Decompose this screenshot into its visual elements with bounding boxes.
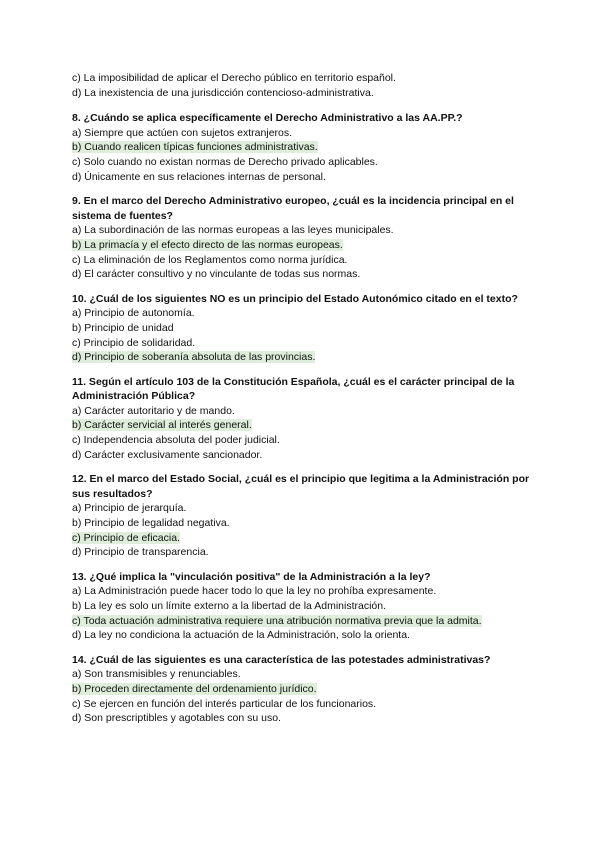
option-line	[72, 628, 532, 643]
question-title: 11. Según el artículo 103 de la Constitución Española, ¿cuál es el carácter principal de la Administración Pública?	[72, 375, 515, 403]
correct-option-text: b) Cuando realicen típicas funciones administrativas.	[72, 141, 318, 154]
option-text: d) Principio de transparencia.	[72, 546, 209, 559]
option-text: a) Principio de jerarquía.	[72, 502, 187, 515]
option-text: c) Se ejercen en función del interés particular de los funcionarios.	[72, 697, 377, 710]
option-line	[72, 682, 532, 697]
question-title: 10. ¿Cuál de los siguientes NO es un principio del Estado Autonómico citado en el texto?	[72, 292, 518, 305]
option-line	[72, 238, 532, 253]
option-line	[72, 267, 532, 282]
option-line	[72, 155, 532, 170]
option-line	[72, 86, 532, 101]
options-list	[72, 501, 532, 559]
option-line	[72, 336, 532, 351]
question-block	[72, 194, 532, 282]
options-list	[72, 404, 532, 462]
option-line	[72, 697, 532, 712]
question-title: 13. ¿Qué implica la "vinculación positiva" de la Administración a la ley?	[72, 570, 431, 583]
option-line	[72, 667, 532, 682]
option-text: c) Solo cuando no existan normas de Derecho privado aplicables.	[72, 155, 378, 168]
correct-option-text: c) Principio de eficacia.	[72, 531, 180, 544]
option-line	[72, 433, 532, 448]
option-text: a) La Administración puede hacer todo lo que la ley no prohíba expresamente.	[72, 585, 437, 598]
question-block	[72, 570, 532, 643]
options-list	[72, 667, 532, 725]
option-text: c) Independencia absoluta del poder judicial.	[72, 434, 280, 447]
option-line	[72, 418, 532, 433]
option-text: a) La subordinación de las normas europeas a las leyes municipales.	[72, 224, 394, 237]
option-text: d) Son prescriptibles y agotables con su uso.	[72, 712, 281, 725]
question-block	[72, 653, 532, 726]
option-text: a) Son transmisibles y renunciables.	[72, 668, 241, 681]
option-text: c) Principio de solidaridad.	[72, 336, 196, 349]
option-text: b) Principio de legalidad negativa.	[72, 517, 230, 530]
option-line	[72, 711, 532, 726]
option-text: d) La inexistencia de una jurisdicción contencioso-administrativa.	[72, 86, 374, 99]
option-line	[72, 448, 532, 463]
option-line	[72, 253, 532, 268]
correct-option-text: d) Principio de soberanía absoluta de las provincias.	[72, 351, 316, 364]
option-line	[72, 545, 532, 560]
option-text: d) Carácter exclusivamente sancionador.	[72, 448, 263, 461]
option-line	[72, 71, 532, 86]
option-text: c) La eliminación de los Reglamentos como norma jurídica.	[72, 253, 348, 266]
option-line	[72, 140, 532, 155]
option-text: a) Siempre que actúen con sujetos extranjeros.	[72, 126, 293, 139]
option-line	[72, 584, 532, 599]
correct-option-text: b) La primacía y el efecto directo de las normas europeas.	[72, 238, 343, 251]
option-text: b) La ley es solo un límite externo a la libertad de la Administración.	[72, 600, 387, 612]
option-line	[72, 306, 532, 321]
options-list	[72, 126, 532, 184]
option-line	[72, 170, 532, 185]
option-line	[72, 350, 532, 365]
option-line	[72, 321, 532, 336]
options-list	[72, 223, 532, 281]
option-text: a) Carácter autoritario y de mando.	[72, 404, 235, 417]
question-block	[72, 111, 532, 184]
document-page	[72, 71, 532, 726]
option-text: d) Únicamente en sus relaciones internas de personal.	[72, 170, 326, 183]
option-line	[72, 223, 532, 238]
option-text: a) Principio de autonomía.	[72, 307, 195, 320]
question-block	[72, 375, 532, 463]
option-text: c) La imposibilidad de aplicar el Derecho público en territorio español.	[72, 72, 396, 84]
question-block	[72, 472, 532, 560]
options-list	[72, 584, 532, 642]
option-text: b) Principio de unidad	[72, 321, 174, 334]
question-title: 9. En el marco del Derecho Administrativo europeo, ¿cuál es la incidencia principal en el sistema de fuentes?	[72, 195, 514, 222]
option-text: d) La ley no condiciona la actuación de la Administración, solo la orienta.	[72, 629, 410, 642]
option-line	[72, 599, 532, 614]
question-title: 12. En el marco del Estado Social, ¿cuál es el principio que legitima a la Administración por sus resultados?	[72, 473, 530, 500]
option-line	[72, 531, 532, 546]
question-title: 14. ¿Cuál de las siguientes es una característica de las potestades administrativas?	[72, 653, 491, 666]
options-list	[72, 306, 532, 364]
option-line	[72, 516, 532, 531]
option-line	[72, 404, 532, 419]
continued-options	[72, 71, 532, 100]
option-line	[72, 126, 532, 141]
correct-option-text: b) Proceden directamente del ordenamiento jurídico.	[72, 682, 317, 695]
option-text: d) El carácter consultivo y no vinculante de todas sus normas.	[72, 268, 361, 281]
question-block	[72, 292, 532, 365]
correct-option-text: c) Toda actuación administrativa requiere una atribución normativa previa que la admita.	[72, 614, 482, 627]
correct-option-text: b) Carácter servicial al interés general.	[72, 419, 252, 432]
option-line	[72, 614, 532, 629]
option-line	[72, 501, 532, 516]
question-title: 8. ¿Cuándo se aplica específicamente el Derecho Administrativo a las AA.PP.?	[72, 112, 463, 125]
